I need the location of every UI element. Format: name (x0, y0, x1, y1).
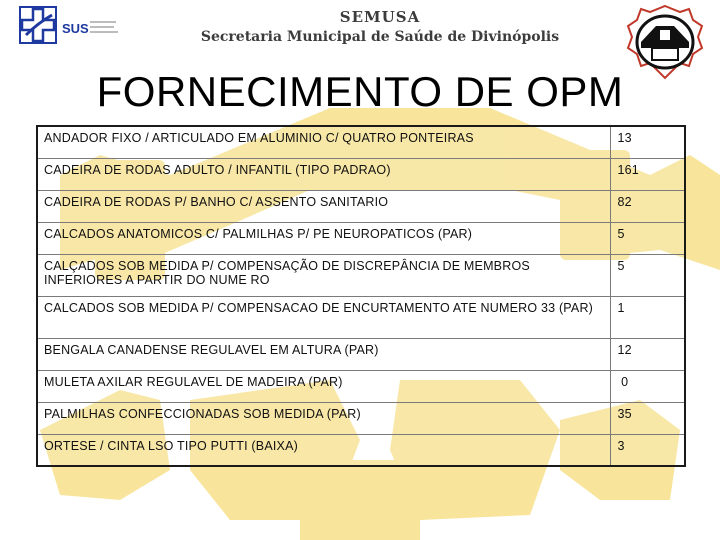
quantity-cell: 35 (610, 402, 685, 434)
item-cell: CADEIRA DE RODAS P/ BANHO C/ ASSENTO SANITARIO (37, 190, 610, 222)
org-acronym: SEMUSA (339, 8, 421, 26)
quantity-cell: 3 (610, 434, 685, 466)
opm-table (36, 125, 686, 467)
table-row (37, 434, 685, 466)
org-name: Secretaria Municipal de Saúde de Divinópolis (200, 29, 560, 45)
quantity-cell: 82 (610, 190, 685, 222)
quantity-cell: 12 (610, 338, 685, 370)
header-block (200, 8, 560, 45)
item-cell: MULETA AXILAR REGULAVEL DE MADEIRA (PAR) (37, 370, 610, 402)
quantity-cell: 161 (610, 158, 685, 190)
table-row (37, 222, 685, 254)
item-cell: CALÇADOS SOB MEDIDA P/ COMPENSAÇÃO DE DISCREPÂNCIA DE MEMBROS INFERIORES A PARTIR DO NUME RO (37, 254, 610, 296)
table-row (37, 296, 685, 338)
quantity-cell: 5 (610, 222, 685, 254)
table-row (37, 402, 685, 434)
sus-logo (18, 5, 122, 45)
table-row (37, 126, 685, 158)
item-cell: CADEIRA DE RODAS ADULTO / INFANTIL (TIPO PADRAO) (37, 158, 610, 190)
table-row (37, 254, 685, 296)
quantity-cell: 13 (610, 126, 685, 158)
table-row (37, 338, 685, 370)
item-cell: PALMILHAS CONFECCIONADAS SOB MEDIDA (PAR) (37, 402, 610, 434)
page-title: FORNECIMENTO DE OPM (96, 68, 624, 115)
sus-logo-text: SUS (62, 21, 89, 36)
quantity-cell: 0 (610, 370, 685, 402)
quantity-cell: 1 (610, 296, 685, 338)
table-row (37, 158, 685, 190)
item-cell: CALCADOS SOB MEDIDA P/ COMPENSACAO DE ENCURTAMENTO ATE NUMERO 33 (PAR) (37, 296, 610, 338)
item-cell: ANDADOR FIXO / ARTICULADO EM ALUMINIO C/ QUATRO PONTEIRAS (37, 126, 610, 158)
item-cell: ORTESE / CINTA LSO TIPO PUTTI (BAIXA) (37, 434, 610, 466)
item-cell: CALCADOS ANATOMICOS C/ PALMILHAS P/ PE NEUROPATICOS (PAR) (37, 222, 610, 254)
quantity-cell: 5 (610, 254, 685, 296)
table-row (37, 190, 685, 222)
item-cell: BENGALA CANADENSE REGULAVEL EM ALTURA (PAR) (37, 338, 610, 370)
table-row (37, 370, 685, 402)
